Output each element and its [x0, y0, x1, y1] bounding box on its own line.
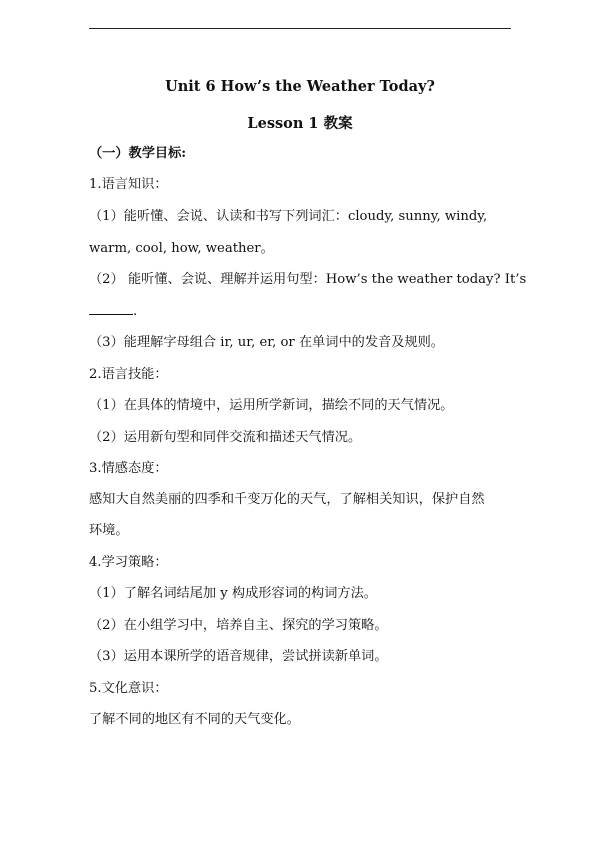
objective-line: 2.语言技能：	[89, 367, 168, 382]
objective-line: warm, cool, how, weather。	[89, 241, 274, 256]
objective-line: 感知大自然美丽的四季和千变万化的天气，了解相关知识，保护自然	[89, 492, 485, 507]
objective-line: （1）能听懂、会说、认读和书写下列词汇：cloudy, sunny, windy,	[89, 209, 488, 224]
section-heading: （一）教学目标:	[89, 146, 187, 161]
objective-line: 1.语言知识：	[89, 177, 168, 192]
objective-line: （1）在具体的情境中，运用所学新词，描绘不同的天气情况。	[89, 398, 454, 413]
document-title: Unit 6 How’s the Weather Today?	[165, 78, 435, 95]
objective-line: 环境。	[89, 523, 129, 538]
header-rule	[89, 28, 511, 29]
blank-line	[89, 303, 137, 321]
objective-line: （3）能理解字母组合 ir, ur, er, or 在单词中的发音及规则。	[89, 335, 444, 350]
objective-line: （2） 能听懂、会说、理解并运用句型：How’s the weather today? It’s	[89, 272, 527, 287]
document-subtitle: Lesson 1 教案	[247, 115, 353, 132]
objective-line: （1）了解名词结尾加 y 构成形容词的构词方法。	[89, 586, 377, 601]
objective-line: （2）在小组学习中，培养自主、探究的学习策略。	[89, 618, 388, 633]
objective-line: 4.学习策略：	[89, 555, 168, 570]
fill-in-blank	[89, 304, 133, 315]
objective-line: 3.情感态度：	[89, 461, 168, 476]
blank-period: .	[133, 304, 138, 319]
objective-line: 了解不同的地区有不同的天气变化。	[89, 712, 300, 727]
objective-line: （3）运用本课所学的语音规律，尝试拼读新单词。	[89, 649, 388, 664]
objective-line: 5.文化意识：	[89, 681, 168, 696]
objective-line: （2）运用新句型和同伴交流和描述天气情况。	[89, 430, 362, 445]
